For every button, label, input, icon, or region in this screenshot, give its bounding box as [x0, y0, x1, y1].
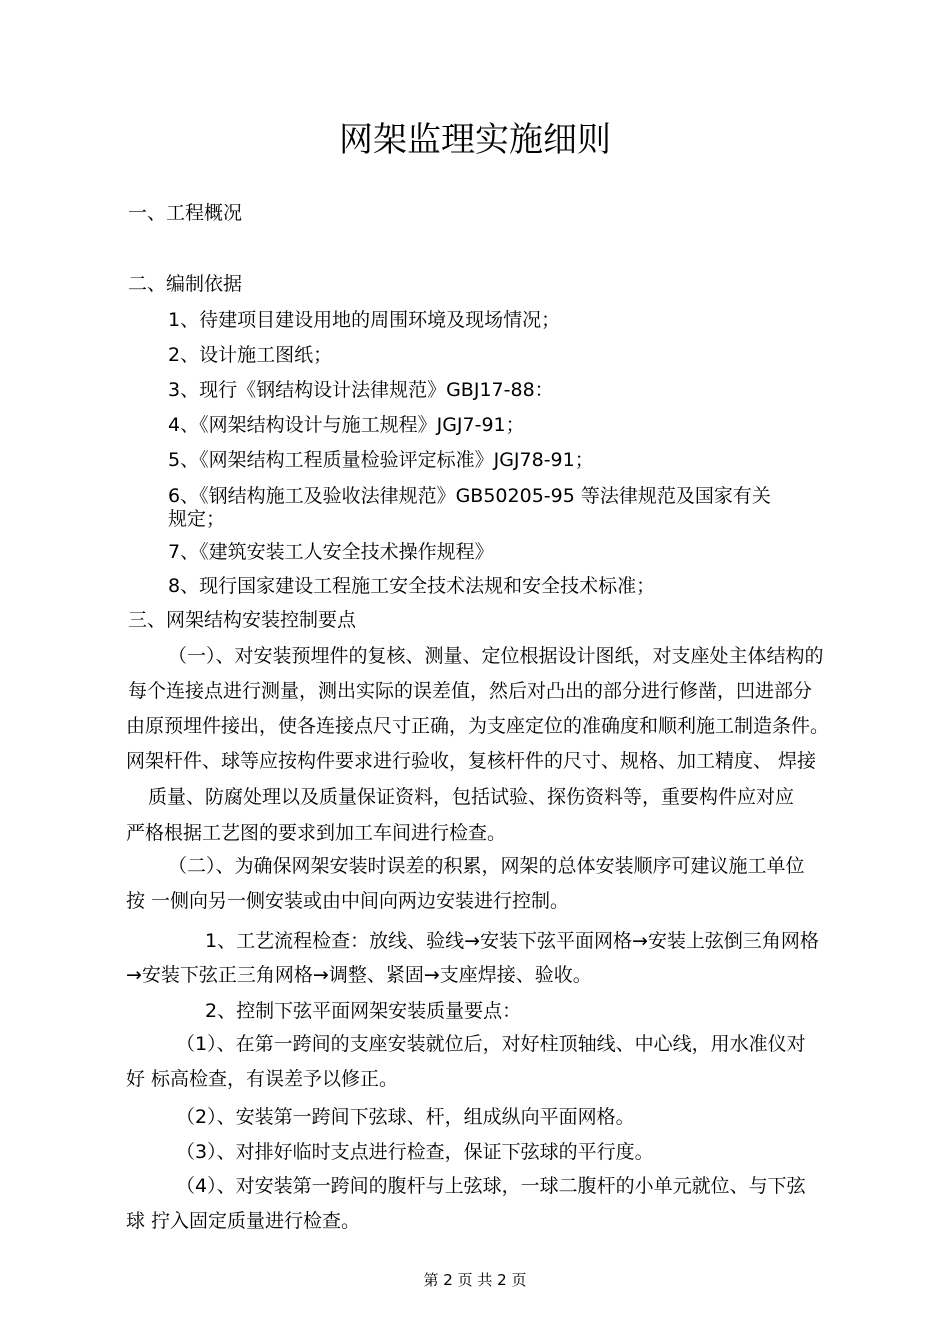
basis-item-8: 8、现行国家建设工程施工安全技术法规和安全技术标准； — [168, 575, 656, 597]
body-line: 好 标高检查，有误差予以修正。 — [126, 1068, 399, 1090]
basis-item-6: 6、《钢结构施工及验收法律规范》GB50205-95 等法律规范及国家有关 — [168, 485, 771, 507]
body-line: （2）、安装第一跨间下弦球、杆，组成纵向平面网格。 — [176, 1106, 635, 1128]
basis-item-4: 4、《网架结构设计与施工规程》JGJ7-91； — [168, 414, 525, 436]
section-heading-control: 三、网架结构安装控制要点 — [128, 609, 357, 631]
body-line: 网架杆件、球等应按构件要求进行验收，复核杆件的尺寸、规格、加工精度、 焊接 — [126, 750, 817, 772]
basis-item-7: 7、《建筑安装工人安全技术操作规程》 — [168, 541, 494, 563]
body-line: 按 一侧向另一侧安装或由中间向两边安装进行控制。 — [126, 890, 570, 912]
body-line: 每个连接点进行测量，测出实际的误差值，然后对凸出的部分进行修凿，凹进部分 — [128, 680, 813, 702]
basis-item-2: 2、设计施工图纸； — [168, 344, 333, 366]
basis-item-5: 5、《网架结构工程质量检验评定标准》JGJ78-91； — [168, 449, 594, 471]
body-line: 1、工艺流程检查：放线、验线→安装下弦平面网格→安装上弦倒三角网格 — [205, 930, 819, 952]
body-line: （一）、对安装预埋件的复核、测量、定位根据设计图纸，对支座处主体结构的 — [168, 645, 824, 667]
body-line: （1）、在第一跨间的支座安装就位后，对好柱顶轴线、中心线，用水准仪对 — [176, 1033, 806, 1055]
body-line: 2、控制下弦平面网架安装质量要点： — [205, 1000, 522, 1022]
section-heading-overview: 一、工程概况 — [128, 202, 243, 224]
body-line: 严格根据工艺图的要求到加工车间进行检查。 — [126, 822, 507, 844]
body-line: （3）、对排好临时支点进行检查，保证下弦球的平行度。 — [176, 1141, 654, 1163]
body-line: →安装下弦正三角网格→调整、紧固→支座焊接、验收。 — [126, 964, 592, 986]
section-heading-basis: 二、编制依据 — [128, 273, 243, 295]
body-line: （4）、对安装第一跨间的腹杆与上弦球，一球二腹杆的小单元就位、与下弦 — [176, 1175, 806, 1197]
page-number-footer: 第 2 页 共 2 页 — [423, 1271, 527, 1289]
basis-item-3: 3、现行《钢结构设计法律规范》GBJ17-88： — [168, 379, 554, 401]
basis-item-1: 1、待建项目建设用地的周围环境及现场情况； — [168, 309, 561, 331]
body-line: 质量、防腐处理以及质量保证资料，包括试验、探伤资料等，重要构件应对应 — [148, 786, 795, 808]
body-line: 由原预埋件接出，使各连接点尺寸正确，为支座定位的准确度和顺利施工制造条件。 — [126, 715, 830, 737]
page-title: 网架监理实施细则 — [339, 120, 611, 160]
body-line: 球 拧入固定质量进行检查。 — [126, 1210, 361, 1232]
body-line: （二）、为确保网架安装时误差的积累，网架的总体安装顺序可建议施工单位 — [168, 855, 805, 877]
basis-item-6-cont: 规定； — [168, 508, 226, 530]
